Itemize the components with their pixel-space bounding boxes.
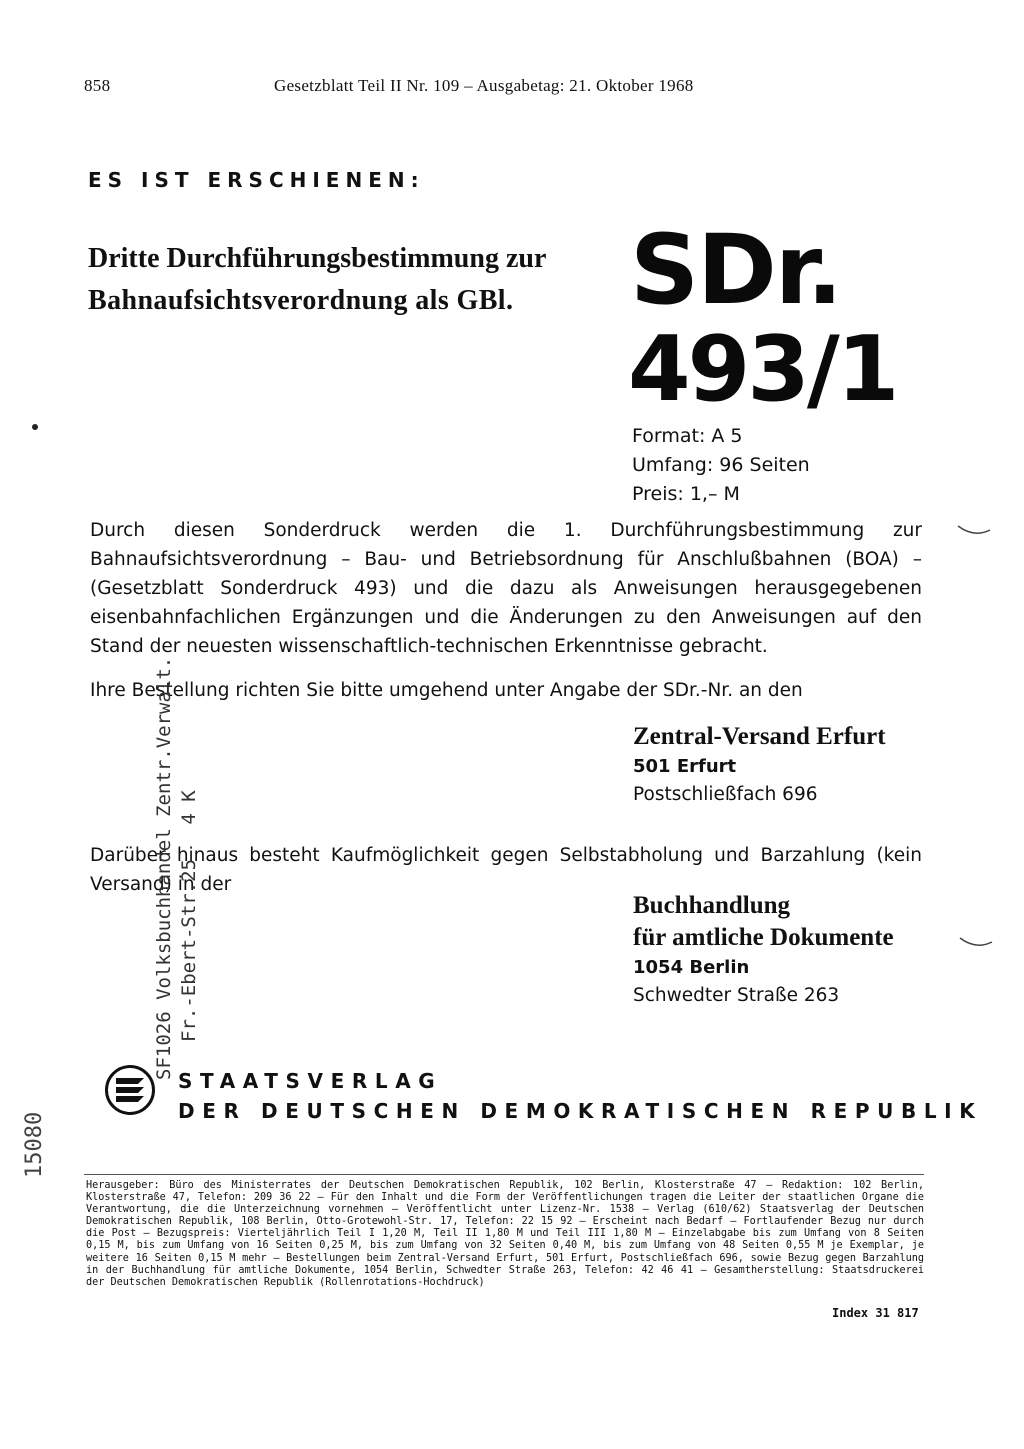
address-org: Zentral-Versand Erfurt (633, 723, 886, 750)
address-city: 1054 Berlin (633, 957, 750, 978)
margin-stamp (152, 280, 206, 1080)
sdr-number: 493/1 (628, 317, 897, 422)
imprint-text: Herausgeber: Büro des Ministerrates der Deutschen Demokratischen Republik, 102 Berlin, Klosterstraße 47 – Redaktion: 102 Berlin, Klosterstraße 47, Telefon: 209 36 22 – Für den Inhalt und die Form der Veröffentlichungen tragen die Leiter der staatlichen Organe die Verantwortung, die die Unterzeichnung vornehmen – Veröffentlicht unter Lizenz-Nr. 1538 – Verlag (610/62) Staatsverlag der Deutschen Demokratischen Republik, 108 Berlin, Otto-Grotewohl-Str. 17, Telefon: 22 15 92 – Erscheint nach Bedarf – Fortlaufender Bezug nur durch die Post – Bezugspreis: Vierteljährlich Teil I 1,20 M, Teil II 1,80 M und Teil III 1,80 M – Einzelabgabe bis zum Umfang von 8 Seiten 0,15 M, bis zum Umfang von 16 Seiten 0,25 M, bis zum Umfang von 32 Seiten 0,40 M, bis zum Umfang von 48 Seiten 0,55 M je Exemplar, je weitere 16 Seiten 0,15 M mehr – Bestellungen beim Zentral-Versand Erfurt, 501 Erfurt, Postschließfach 696, sowie Bezug gegen Barzahlung in der Buchhandlung für amtliche Dokumente, 1054 Berlin, Schwedter Straße 263, Telefon: 42 46 41 – Gesamtherstellung: Staatsdruckerei der Deutschen Demokratischen Republik (Rollenrotations-Hochdruck) (86, 1180, 924, 1288)
announcement-heading: ES IST ERSCHIENEN: (88, 168, 425, 192)
margin-tick-mark (958, 932, 994, 952)
address-org-line-2: für amtliche Dokumente (633, 924, 894, 951)
purchase-paragraph: Darüber hinaus besteht Kaufmöglichkeit gegen Selbstabholung und Barzahlung (kein Versand) in der (90, 845, 922, 895)
stamp-code: 4 K (178, 790, 200, 825)
spec-umfang: Umfang: 96 Seiten (632, 454, 810, 476)
publication-title-line-1: Dritte Durchführungsbestimmung zur (88, 243, 547, 274)
address-street: Schwedter Straße 263 (633, 985, 840, 1006)
margin-stamp-faint: 15080 (22, 1111, 47, 1178)
stamp-line-2 (177, 280, 202, 1080)
page-number: 858 (84, 76, 111, 95)
address-street: Postschließfach 696 (633, 784, 818, 805)
spec-format: Format: A 5 (632, 425, 743, 447)
order-paragraph: Ihre Bestellung richten Sie bitte umgehend unter Angabe der SDr.-Nr. an den (90, 680, 803, 701)
publisher-line-1: STAATSVERLAG (178, 1069, 443, 1093)
staatsverlag-logo-icon (104, 1064, 156, 1116)
margin-tick-mark (956, 520, 992, 540)
publisher-line-2: DER DEUTSCHEN DEMOKRATISCHEN REPUBLIK (178, 1099, 983, 1123)
running-title: Gesetzblatt Teil II Nr. 109 – Ausgabetag: 21. Oktober 1968 (274, 76, 694, 95)
imprint-divider (84, 1174, 924, 1175)
publication-specs (632, 422, 810, 509)
address-zentral-versand (633, 721, 886, 809)
sdr-label: SDr. (630, 214, 841, 326)
publication-title-line-2: Bahnaufsichtsverordnung als GBl. (88, 285, 514, 316)
description-paragraph: Durch diesen Sonderdruck werden die 1. Durchführungsbestimmung zur Bahnaufsichtsverordnung – Bau- und Betriebsordnung für Anschlußbahnen (BOA) – (Gesetzblatt Sonderdruck 493) und die dazu als Anweisungen herausgegebenen eisenbahnfachlichen Ergänzungen und die Änderungen zu den Anweisungen auf den Stand der neuesten wissenschaftlich-technischen Erkenntnisse gebracht. (90, 520, 922, 657)
spec-preis: Preis: 1,– M (632, 483, 740, 505)
address-buchhandlung (633, 890, 894, 1010)
address-city: 501 Erfurt (633, 756, 737, 777)
publisher-name (178, 1066, 982, 1126)
print-speck (32, 424, 38, 430)
stamp-line-1: SF1026 Volksbuchhandel Zentr.Verwalt. (153, 656, 175, 1080)
stamp-address: Fr.-Ebert-Str.25 (178, 858, 200, 1042)
index-code: Index 31 817 (832, 1306, 919, 1320)
address-org-line-1: Buchhandlung (633, 892, 791, 919)
